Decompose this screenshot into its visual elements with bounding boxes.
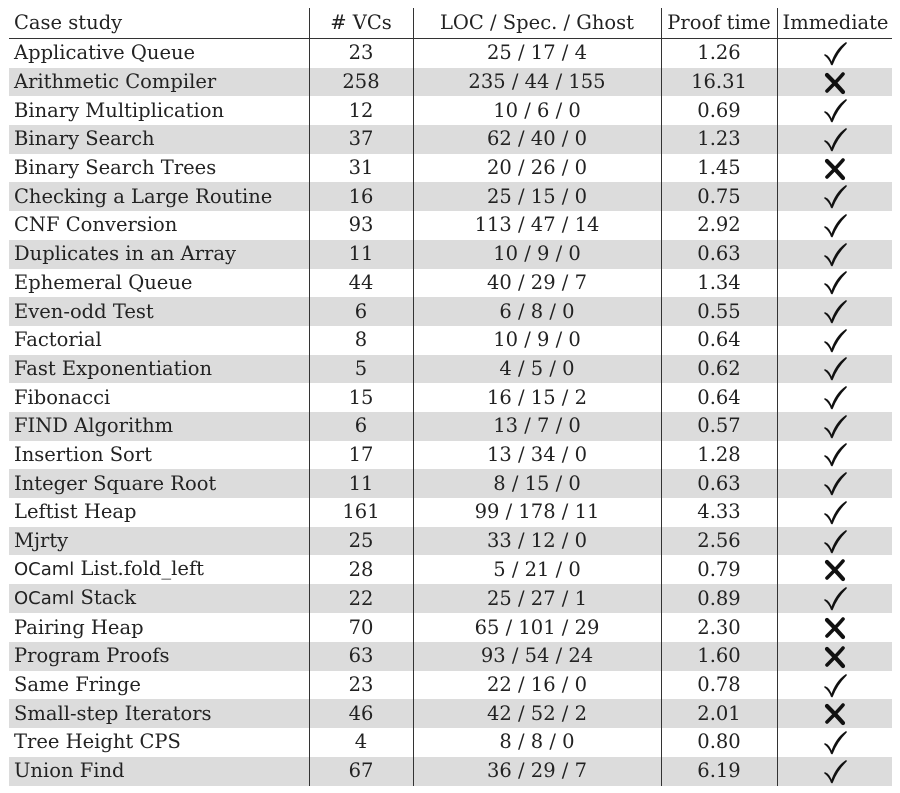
check-icon: [822, 299, 848, 325]
cell-proof-time: 0.57: [661, 412, 777, 441]
cell-loc: 13 / 34 / 0: [413, 441, 661, 470]
cell-immediate: [777, 383, 892, 412]
cell-vcs: 161: [309, 498, 413, 527]
check-icon: [822, 270, 848, 296]
cell-vcs: 11: [309, 240, 413, 269]
cell-vcs: 67: [309, 757, 413, 786]
check-icon: [822, 328, 848, 354]
cell-case-study: Checking a Large Routine: [9, 182, 309, 211]
header-vcs: # VCs: [309, 8, 413, 39]
cell-case-study: [9, 584, 309, 613]
cell-case-study: Even-odd Test: [9, 297, 309, 326]
cell-immediate: [777, 96, 892, 125]
cell-loc: 25 / 17 / 4: [413, 39, 661, 68]
check-icon: [822, 759, 848, 785]
cell-immediate: [777, 355, 892, 384]
cell-case-study: Duplicates in an Array: [9, 240, 309, 269]
table-row: [9, 498, 892, 527]
cell-case-study: Union Find: [9, 757, 309, 786]
cell-proof-time: 16.31: [661, 68, 777, 97]
cell-loc: 33 / 12 / 0: [413, 527, 661, 556]
cell-proof-time: 1.26: [661, 39, 777, 68]
cell-vcs: 28: [309, 555, 413, 584]
cell-loc: 20 / 26 / 0: [413, 154, 661, 183]
cell-immediate: [777, 441, 892, 470]
check-icon: [822, 500, 848, 526]
cross-icon: [823, 702, 847, 726]
cell-immediate: [777, 642, 892, 671]
cell-immediate: [777, 527, 892, 556]
header-proof-time: Proof time: [661, 8, 777, 39]
cell-loc: 16 / 15 / 2: [413, 383, 661, 412]
cell-loc: 36 / 29 / 7: [413, 757, 661, 786]
table-row: [9, 671, 892, 700]
cell-immediate: [777, 211, 892, 240]
cell-case-study: FIND Algorithm: [9, 412, 309, 441]
cross-icon: [823, 558, 847, 582]
cell-vcs: 16: [309, 182, 413, 211]
table-row: [9, 555, 892, 584]
cell-proof-time: 0.62: [661, 355, 777, 384]
table-row: [9, 728, 892, 757]
cell-immediate: [777, 498, 892, 527]
cell-loc: 93 / 54 / 24: [413, 642, 661, 671]
cell-loc: 42 / 52 / 2: [413, 699, 661, 728]
cell-case-study: Fast Exponentiation: [9, 355, 309, 384]
cell-loc: 6 / 8 / 0: [413, 297, 661, 326]
cell-loc: 25 / 15 / 0: [413, 182, 661, 211]
cell-proof-time: 0.55: [661, 297, 777, 326]
cell-immediate: [777, 240, 892, 269]
check-icon: [822, 242, 848, 268]
cell-proof-time: 1.60: [661, 642, 777, 671]
table-row: [9, 469, 892, 498]
cell-case-study: Same Fringe: [9, 671, 309, 700]
cell-loc: 10 / 9 / 0: [413, 326, 661, 355]
cell-immediate: [777, 555, 892, 584]
cell-proof-time: 0.75: [661, 182, 777, 211]
check-icon: [822, 127, 848, 153]
cell-vcs: 6: [309, 297, 413, 326]
check-icon: [822, 213, 848, 239]
cell-immediate: [777, 68, 892, 97]
cell-proof-time: 0.63: [661, 469, 777, 498]
cell-vcs: 44: [309, 269, 413, 298]
case-study-ocaml-label: OCaml: [14, 559, 75, 581]
cell-vcs: 11: [309, 469, 413, 498]
check-icon: [822, 673, 848, 699]
cross-icon: [823, 71, 847, 95]
cell-immediate: [777, 326, 892, 355]
table-body: [9, 39, 892, 786]
cell-case-study: Factorial: [9, 326, 309, 355]
table-row: [9, 699, 892, 728]
cell-proof-time: 4.33: [661, 498, 777, 527]
cell-proof-time: 0.78: [661, 671, 777, 700]
check-icon: [822, 414, 848, 440]
cross-icon: [823, 616, 847, 640]
cell-vcs: 23: [309, 671, 413, 700]
cell-immediate: [777, 269, 892, 298]
cell-proof-time: 1.34: [661, 269, 777, 298]
cell-proof-time: 6.19: [661, 757, 777, 786]
check-icon: [822, 730, 848, 756]
check-icon: [822, 586, 848, 612]
cell-vcs: 46: [309, 699, 413, 728]
cell-vcs: 258: [309, 68, 413, 97]
cell-proof-time: 0.69: [661, 96, 777, 125]
check-icon: [822, 98, 848, 124]
cell-proof-time: 0.80: [661, 728, 777, 757]
table-row: [9, 96, 892, 125]
cell-case-study: Ephemeral Queue: [9, 269, 309, 298]
cell-loc: 5 / 21 / 0: [413, 555, 661, 584]
cell-case-study: [9, 555, 309, 584]
cell-proof-time: 2.92: [661, 211, 777, 240]
cell-immediate: [777, 671, 892, 700]
cell-loc: 8 / 8 / 0: [413, 728, 661, 757]
cell-proof-time: 2.56: [661, 527, 777, 556]
cell-vcs: 8: [309, 326, 413, 355]
cell-vcs: 6: [309, 412, 413, 441]
cell-case-study: Program Proofs: [9, 642, 309, 671]
cell-vcs: 17: [309, 441, 413, 470]
table-row: [9, 355, 892, 384]
cell-vcs: 22: [309, 584, 413, 613]
cell-case-study: Arithmetic Compiler: [9, 68, 309, 97]
cell-proof-time: 0.89: [661, 584, 777, 613]
check-icon: [822, 471, 848, 497]
cell-vcs: 70: [309, 613, 413, 642]
cell-loc: 22 / 16 / 0: [413, 671, 661, 700]
cell-vcs: 31: [309, 154, 413, 183]
cell-vcs: 15: [309, 383, 413, 412]
cell-vcs: 63: [309, 642, 413, 671]
cell-proof-time: 2.30: [661, 613, 777, 642]
check-icon: [822, 356, 848, 382]
header-case-study: Case study: [9, 8, 309, 39]
table-row: [9, 441, 892, 470]
cell-proof-time: 0.79: [661, 555, 777, 584]
cell-immediate: [777, 39, 892, 68]
table-row: [9, 182, 892, 211]
cell-proof-time: 0.63: [661, 240, 777, 269]
cell-loc: 13 / 7 / 0: [413, 412, 661, 441]
table-row: [9, 383, 892, 412]
cell-vcs: 4: [309, 728, 413, 757]
table-row: [9, 584, 892, 613]
cell-loc: 8 / 15 / 0: [413, 469, 661, 498]
cell-loc: 25 / 27 / 1: [413, 584, 661, 613]
cell-vcs: 93: [309, 211, 413, 240]
check-icon: [822, 385, 848, 411]
table-row: [9, 240, 892, 269]
cell-immediate: [777, 613, 892, 642]
cross-icon: [823, 157, 847, 181]
case-study-table: [9, 8, 892, 786]
cell-case-study: Tree Height CPS: [9, 728, 309, 757]
header-immediate: Immediate: [777, 8, 892, 39]
cell-case-study: Applicative Queue: [9, 39, 309, 68]
check-icon: [822, 529, 848, 555]
cell-case-study: Pairing Heap: [9, 613, 309, 642]
table-row: [9, 269, 892, 298]
cell-loc: 235 / 44 / 155: [413, 68, 661, 97]
table-row: [9, 757, 892, 786]
cell-vcs: 5: [309, 355, 413, 384]
cell-case-study: Fibonacci: [9, 383, 309, 412]
cell-proof-time: 1.28: [661, 441, 777, 470]
cell-vcs: 23: [309, 39, 413, 68]
cell-immediate: [777, 297, 892, 326]
cell-immediate: [777, 757, 892, 786]
cell-loc: 4 / 5 / 0: [413, 355, 661, 384]
table-row: [9, 154, 892, 183]
cell-proof-time: 1.23: [661, 125, 777, 154]
cell-vcs: 12: [309, 96, 413, 125]
cell-immediate: [777, 154, 892, 183]
case-study-label: Stack: [74, 586, 137, 610]
table-row: [9, 211, 892, 240]
check-icon: [822, 442, 848, 468]
table-row: [9, 613, 892, 642]
cell-immediate: [777, 584, 892, 613]
table-row: [9, 68, 892, 97]
header-row: [9, 8, 892, 39]
cell-loc: 62 / 40 / 0: [413, 125, 661, 154]
cell-proof-time: 2.01: [661, 699, 777, 728]
cell-loc: 99 / 178 / 11: [413, 498, 661, 527]
table-row: [9, 297, 892, 326]
cell-case-study: Binary Multiplication: [9, 96, 309, 125]
cell-immediate: [777, 125, 892, 154]
cell-case-study: CNF Conversion: [9, 211, 309, 240]
cell-loc: 113 / 47 / 14: [413, 211, 661, 240]
cell-loc: 10 / 6 / 0: [413, 96, 661, 125]
cell-proof-time: 0.64: [661, 326, 777, 355]
cell-case-study: Binary Search Trees: [9, 154, 309, 183]
cell-case-study: Binary Search: [9, 125, 309, 154]
case-study-ocaml-label: OCaml: [14, 588, 75, 610]
cell-immediate: [777, 182, 892, 211]
table-row: [9, 412, 892, 441]
cell-loc: 10 / 9 / 0: [413, 240, 661, 269]
table-row: [9, 527, 892, 556]
table-row: [9, 642, 892, 671]
table-row: [9, 326, 892, 355]
cell-case-study: Leftist Heap: [9, 498, 309, 527]
cell-case-study: Integer Square Root: [9, 469, 309, 498]
cell-vcs: 25: [309, 527, 413, 556]
cell-case-study: Insertion Sort: [9, 441, 309, 470]
cell-case-study: Small-step Iterators: [9, 699, 309, 728]
cell-proof-time: 0.64: [661, 383, 777, 412]
cross-icon: [823, 645, 847, 669]
case-study-label: List.fold_left: [74, 557, 204, 581]
cell-immediate: [777, 412, 892, 441]
check-icon: [822, 184, 848, 210]
cell-vcs: 37: [309, 125, 413, 154]
cell-immediate: [777, 469, 892, 498]
cell-immediate: [777, 699, 892, 728]
cell-immediate: [777, 728, 892, 757]
cell-loc: 65 / 101 / 29: [413, 613, 661, 642]
results-table-container: [9, 8, 892, 786]
header-loc: LOC / Spec. / Ghost: [413, 8, 661, 39]
table-row: [9, 39, 892, 68]
check-icon: [822, 41, 848, 67]
cell-case-study: Mjrty: [9, 527, 309, 556]
cell-loc: 40 / 29 / 7: [413, 269, 661, 298]
cell-proof-time: 1.45: [661, 154, 777, 183]
table-row: [9, 125, 892, 154]
